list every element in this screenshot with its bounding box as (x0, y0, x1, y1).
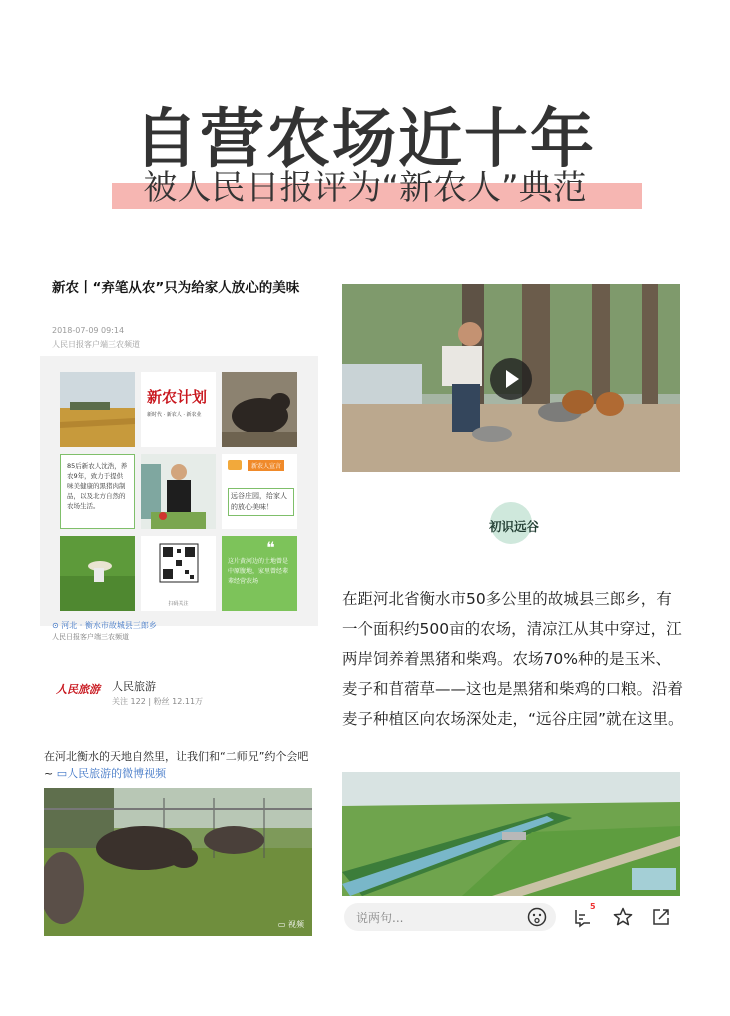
comment-bar (342, 898, 680, 936)
location-pin-icon: ⊙ (52, 621, 59, 630)
farmer-chicken-video[interactable] (342, 284, 680, 472)
qr-caption: 扫码关注 (168, 601, 189, 607)
account-logo (56, 678, 108, 708)
news-title[interactable]: 新农丨“弃笔从农”只为给家人放心的美味 (52, 280, 300, 296)
quote-mark-icon: ❝ (266, 538, 275, 557)
video-tag-label: 视频 (288, 920, 304, 929)
emoji-icon[interactable] (526, 906, 548, 928)
qr-tile (141, 536, 216, 611)
video-icon: ▭ (277, 920, 286, 929)
weibo-caption: 在河北衡水的天地自然里，让我们和“二师兄”约个会吧~ (44, 750, 309, 780)
account-stats: 关注 122 | 粉丝 12.11万 (112, 697, 204, 706)
news-location: 河北 · 衡水市故城县三郎乡 (61, 621, 157, 630)
hero-title: 自营农场近十年 (134, 103, 596, 177)
pig-video[interactable] (44, 788, 312, 936)
field-worker-photo (60, 536, 135, 611)
news-date: 2018-07-09 09:14 (52, 326, 125, 335)
farm-aerial-photo (342, 772, 680, 896)
quote-badge: 新农人宣言 (248, 460, 284, 471)
hero-subtitle: 被人民日报评为“新农人”典范 (143, 168, 587, 208)
account-row[interactable] (40, 668, 318, 716)
news-card[interactable] (40, 268, 318, 652)
black-pig-photo (222, 372, 297, 447)
comment-input[interactable]: 说两句... (344, 903, 556, 931)
wheat-field-photo (60, 372, 135, 447)
farmer-photo (141, 454, 216, 529)
section-heading: 初识远谷 (488, 519, 539, 534)
intro-text: 85后新农人沈浩，养农9年，致力于提供味美健康的黑猪肉制品，以及北方自然的农场生活。 (67, 462, 128, 510)
green-quote-text: 这片黄河边的土地曾是中原腹地，家里曾经辈辈经营农场 (228, 558, 289, 585)
headline-caption: 新时代 · 新农人 · 新农业 (147, 412, 202, 418)
quote-tile (222, 454, 297, 529)
quote-text: 远谷庄园，给家人的放心美味！ (228, 488, 294, 516)
share-icon[interactable] (650, 906, 672, 928)
star-icon[interactable] (612, 906, 634, 928)
headline-logo: 新农计划 (147, 388, 208, 406)
weibo-video-link[interactable]: 人民旅游的微博视频 (67, 767, 167, 780)
play-icon[interactable] (490, 358, 532, 400)
comment-count-badge: 5 (590, 902, 596, 911)
intro-paragraph: 在距河北省衡水市50多公里的故城县三郎乡，有一个面积约500亩的农场，清凉江从其中穿过，江两岸饲养着黑猪和柴鸡。农场70%种的是玉米、麦子和苜蓿草——这也是黑猪和柴鸡的口粮。沿着麦子种植区向农场深处走，“远谷庄园”就在这里。 (342, 590, 684, 728)
megaphone-icon (228, 460, 242, 470)
news-location-source: 人民日报客户端三农频道 (52, 633, 129, 641)
news-image-grid (40, 356, 318, 626)
headline-tile (141, 372, 216, 447)
news-source: 人民日报客户端三农频道 (52, 340, 140, 349)
intro-text-tile (60, 454, 135, 529)
qr-code-icon (141, 536, 216, 596)
green-quote-tile (222, 536, 297, 611)
video-link-icon: ▭ (56, 767, 68, 780)
account-name[interactable]: 人民旅游 (112, 680, 156, 693)
account-logo-text: 人民旅游 (56, 683, 100, 696)
weibo-post-text (44, 748, 314, 782)
